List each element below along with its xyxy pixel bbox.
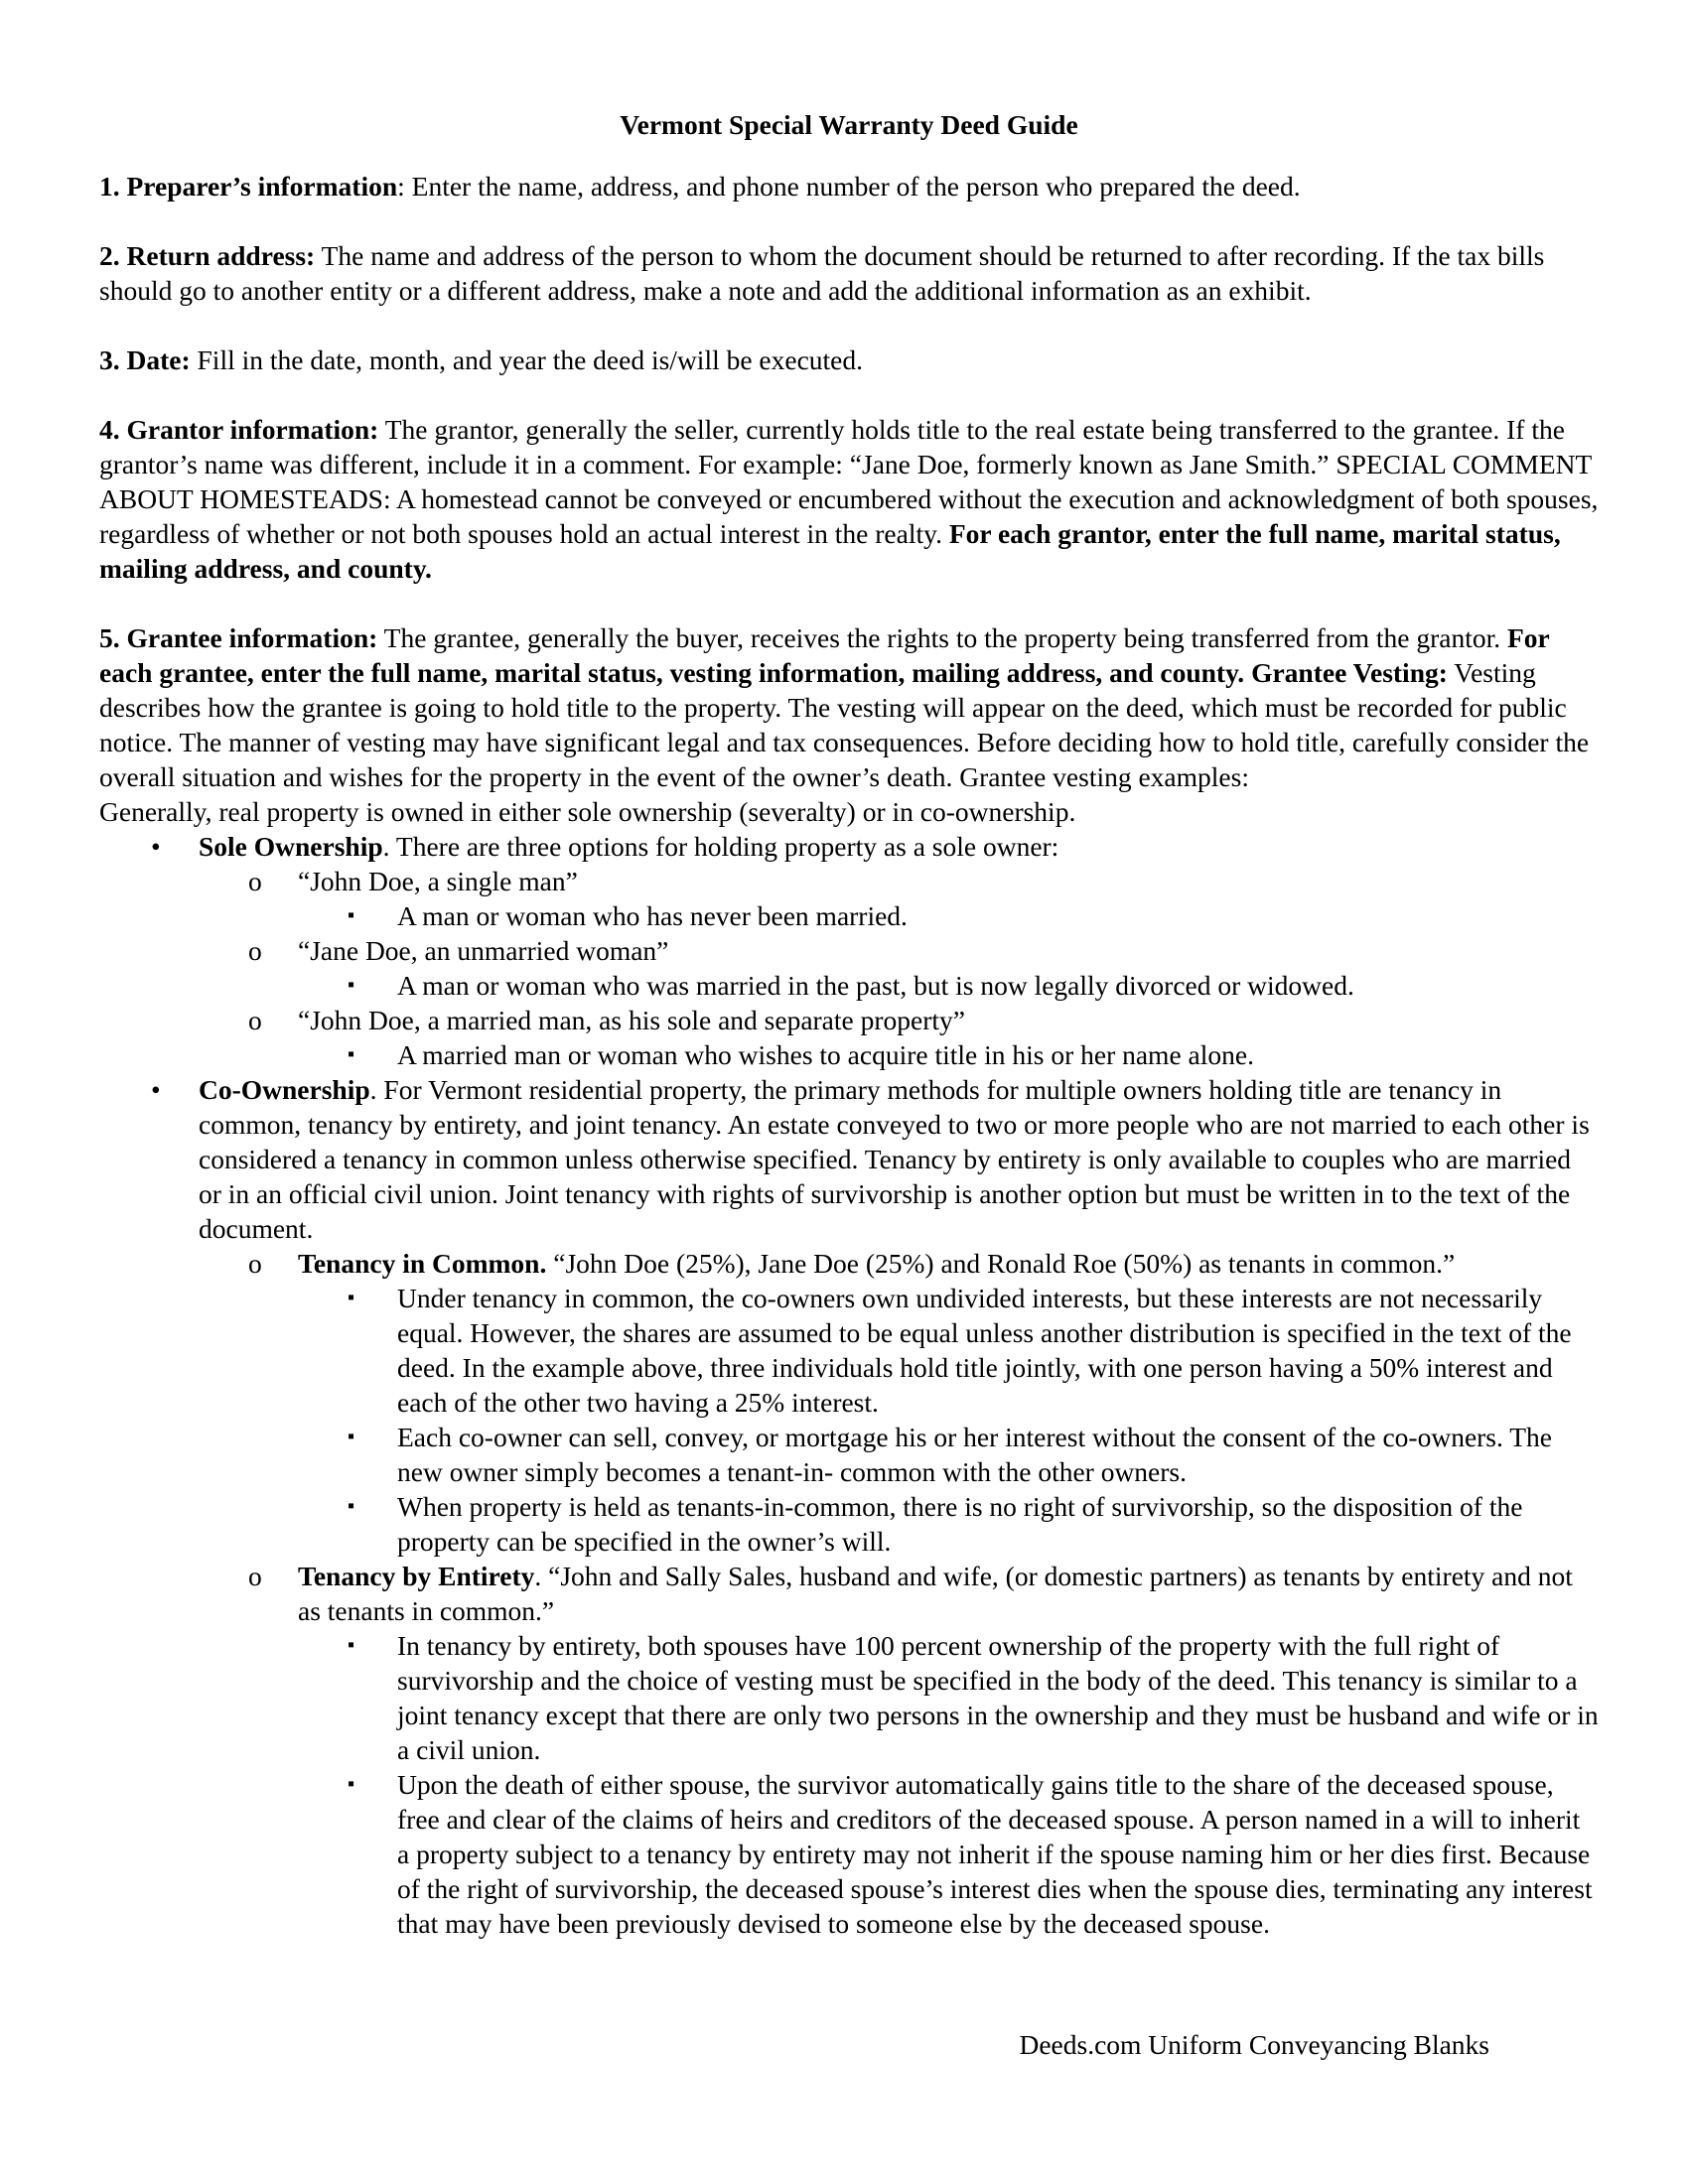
grantor-text: The grantor, generally the seller, currently holds title to the real estate being transferred to the grantee. If the grantor’s name was different, include it in a comment. For example: “Jane Doe, formerly known as Jane Smith.”: [99, 414, 1565, 479]
list-item-tenancy-by-entirety: [99, 1559, 1599, 1628]
square-marker: ▪: [348, 1773, 355, 1795]
section-date: [99, 342, 1599, 377]
list-item-entirety-note: [99, 1767, 1599, 1941]
common-note-text: When property is held as tenants-in-common, there is no right of survivorship, so the disposition of the property can be specified in the owner’s will.: [397, 1491, 1523, 1557]
preparer-text: : Enter the name, address, and phone number of the person who prepared the deed.: [397, 171, 1301, 202]
square-marker: ▪: [348, 904, 355, 926]
date-label: 3. Date:: [99, 344, 191, 375]
return-address-text: The name and address of the person to whom the document should be returned to after recording. If the tax bills should go to another entity or a different address, make a note and add the additional information as an exhibit.: [99, 240, 1545, 306]
vesting-text: Vesting describes how the grantee is going to hold title to the property. The vesting will appear on the deed, which must be recorded for public notice. The manner of vesting may have significant legal and tax consequences. Before deciding how to hold title, carefully consider the overall situation and wishes for the property in the event of the owner’s death. Grantee vesting examples:: [99, 657, 1590, 792]
page-footer: Deeds.com Uniform Conveyancing Blanks: [1019, 2029, 1489, 2060]
list-item-sole-ownership: [99, 829, 1599, 864]
sole-option-note: A married man or woman who wishes to acquire title in his or her name alone.: [397, 1039, 1254, 1070]
co-ownership-text: . For Vermont residential property, the primary methods for multiple owners holding title are tenancy in common, tenancy by entirety, and joint tenancy. An estate conveyed to two or more people who are not married to each other is considered a tenancy in common unless otherwise specified. Tenancy by entirety is only available to couples who are married or in an official civil union. Joint tenancy with rights of survivorship is another option but must be written in to the text of the document.: [199, 1074, 1590, 1244]
list-item-sole-note: [99, 898, 1599, 933]
list-item-common-note: [99, 1420, 1599, 1489]
grantee-label: 5. Grantee information:: [99, 622, 378, 653]
list-item-sole-note: [99, 1037, 1599, 1072]
list-item-sole-note: [99, 968, 1599, 1003]
sole-option-example: “John Doe, a single man”: [298, 866, 578, 896]
section-preparer: [99, 169, 1599, 204]
circle-marker: o: [248, 866, 262, 896]
ownership-intro: Generally, real property is owned in either sole ownership (severalty) or in co-ownership.: [99, 796, 1076, 827]
list-item-entirety-note: [99, 1628, 1599, 1767]
section-grantor: [99, 412, 1599, 586]
section-return-address: [99, 238, 1599, 308]
circle-marker: o: [248, 935, 262, 966]
bullet-marker: •: [151, 1074, 161, 1105]
common-note-text: Under tenancy in common, the co-owners own undivided interests, but these interests are not necessarily equal. However, the shares are assumed to be equal unless another distribution is specified in the text of the deed. In the example above, three individuals hold title jointly, with one person having a 50% interest and each of the other two having a 25% interest.: [397, 1283, 1572, 1418]
square-marker: ▪: [348, 1043, 355, 1065]
entirety-note-text: Upon the death of either spouse, the survivor automatically gains title to the share of the deceased spouse, free and clear of the claims of heirs and creditors of the deceased spouse. A person named in a will to inherit a property subject to a tenancy by entirety may not inherit if the spouse naming him or her dies first. Because of the right of survivorship, the deceased spouse’s interest dies when the spouse dies, terminating any interest that may have been previously devised to someone else by the deceased spouse.: [397, 1769, 1593, 1939]
sole-option-example: “John Doe, a married man, as his sole and separate property”: [298, 1005, 965, 1035]
circle-marker: o: [248, 1005, 262, 1035]
list-item-common-note: [99, 1281, 1599, 1420]
tenancy-by-entirety-label: Tenancy by Entirety: [298, 1561, 535, 1591]
list-item-co-ownership: [99, 1072, 1599, 1246]
square-marker: ▪: [348, 974, 355, 996]
document-title: Vermont Special Warranty Deed Guide: [620, 109, 1078, 140]
return-address-label: 2. Return address:: [99, 240, 316, 271]
entirety-note-text: In tenancy by entirety, both spouses have 100 percent ownership of the property with the full right of survivorship and the choice of vesting must be specified in the body of the deed. This tenancy is similar to a joint tenancy except that there are only two persons in the ownership and they must be husband and wife or in a civil union.: [397, 1630, 1599, 1765]
tenancy-in-common-text: “John Doe (25%), Jane Doe (25%) and Ronald Roe (50%) as tenants in common.”: [546, 1248, 1456, 1279]
bullet-marker: •: [151, 831, 161, 862]
co-ownership-label: Co-Ownership: [199, 1074, 370, 1105]
square-marker: ▪: [348, 1426, 355, 1447]
tenancy-by-entirety-text: . “John and Sally Sales, husband and wife, (or domestic partners) as tenants by entirety and not as tenants in common.”: [298, 1561, 1573, 1626]
sole-option-note: A man or woman who was married in the past, but is now legally divorced or widowed.: [397, 970, 1354, 1001]
section-grantee: [99, 620, 1599, 1941]
tenancy-in-common-label: Tenancy in Common.: [298, 1248, 547, 1279]
grantor-label: 4. Grantor information:: [99, 414, 379, 445]
circle-marker: o: [248, 1248, 262, 1279]
list-item-sole-option: [99, 933, 1599, 968]
list-item-sole-option: [99, 864, 1599, 898]
sole-ownership-text: . There are three options for holding property as a sole owner:: [382, 831, 1059, 862]
square-marker: ▪: [348, 1287, 355, 1308]
sole-option-note: A man or woman who has never been married.: [397, 900, 908, 931]
document-page: [99, 107, 1599, 1976]
preparer-label: 1. Preparer’s information: [99, 171, 398, 202]
sole-option-example: “Jane Doe, an unmarried woman”: [298, 935, 669, 966]
sole-ownership-label: Sole Ownership: [199, 831, 383, 862]
list-item-tenancy-in-common: [99, 1246, 1599, 1281]
grantee-instruction: For each grantee, enter the full name, marital status, vesting information, mailing address, and county.: [99, 622, 1550, 688]
circle-marker: o: [248, 1561, 262, 1591]
date-text: Fill in the date, month, and year the deed is/will be executed.: [190, 344, 864, 375]
list-item-sole-option: [99, 1003, 1599, 1037]
square-marker: ▪: [348, 1495, 355, 1517]
homestead-label: SPECIAL COMMENT ABOUT HOMESTEADS: [99, 449, 1592, 514]
square-marker: ▪: [348, 1634, 355, 1656]
grantee-text: The grantee, generally the buyer, receives the rights to the property being transferred from the grantor.: [377, 622, 1507, 653]
list-item-common-note: [99, 1489, 1599, 1559]
grantor-instruction: For each grantor, enter the full name, marital status, mailing address, and county.: [99, 518, 1561, 584]
common-note-text: Each co-owner can sell, convey, or mortgage his or her interest without the consent of the co-owners. The new owner simply becomes a tenant-in- common with the other owners.: [397, 1422, 1553, 1487]
homestead-text: : A homestead cannot be conveyed or encumbered without the execution and acknowledgment of both spouses, regardless of whether or not both spouses hold an actual interest in the realty.: [99, 483, 1599, 549]
vesting-label: Grantee Vesting:: [1251, 657, 1448, 688]
